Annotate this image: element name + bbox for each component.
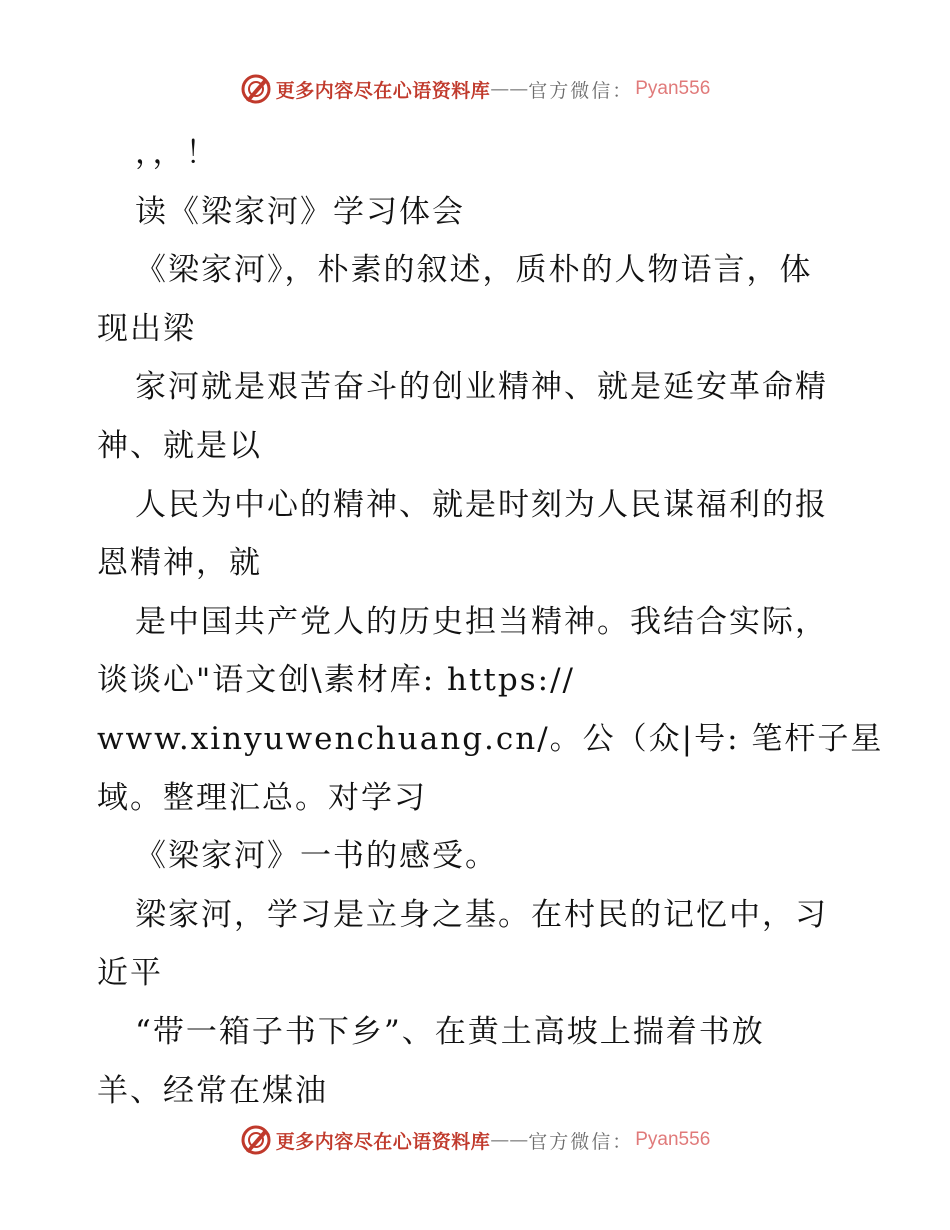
body-line: 域。整理汇总。对学习: [97, 779, 427, 816]
body-line: 神、就是以: [97, 427, 262, 464]
body-line: “带一箱子书下乡”、在黄土高坡上揣着书放: [135, 1013, 765, 1050]
body-line: 是中国共产党人的历史担当精神。我结合实际，: [135, 603, 828, 640]
footer-wechat-label: 官方微信：: [528, 1130, 634, 1153]
body-line: www.xinyuwenchuang.cn/。公（众|号: 笔杆子星: [97, 720, 884, 757]
body-line: 《梁家河》，朴素的叙述，质朴的人物语言，体: [135, 252, 813, 289]
header-banner: [0, 72, 950, 106]
body-line: 家河就是艰苦奋斗的创业精神、就是延安革命精: [135, 369, 828, 406]
footer-wechat-id: Pyan556: [635, 1129, 711, 1150]
quill-logo-icon: [240, 1124, 272, 1156]
body-line: 谈谈心"语文创\素材库: https://: [97, 662, 575, 699]
footer-brand: 更多内容尽在心语资料库: [275, 1130, 491, 1153]
body-line: 《梁家河》一书的感受。: [135, 838, 498, 875]
quill-logo-icon: [240, 73, 272, 105]
header-wechat-id: Pyan556: [635, 78, 711, 99]
document-title: 读《梁家河》学习体会: [135, 193, 465, 230]
footer-dash: ——: [490, 1129, 529, 1151]
header-dash: ——: [490, 78, 529, 100]
body-line: 梁家河，学习是立身之基。在村民的记忆中，习: [135, 896, 828, 933]
body-line: 恩精神，就: [97, 545, 262, 582]
footer-banner: [0, 1123, 950, 1157]
body-line: 现出梁: [97, 310, 196, 347]
body-line: 近平: [97, 955, 163, 992]
document-body: [97, 124, 884, 1120]
header-brand: 更多内容尽在心语资料库: [275, 79, 491, 102]
body-line: 羊、经常在煤油: [97, 1072, 328, 1109]
body-line: ，，！: [135, 135, 219, 171]
header-wechat-label: 官方微信：: [528, 79, 634, 102]
body-line: 人民为中心的精神、就是时刻为人民谋福利的报: [135, 486, 828, 523]
